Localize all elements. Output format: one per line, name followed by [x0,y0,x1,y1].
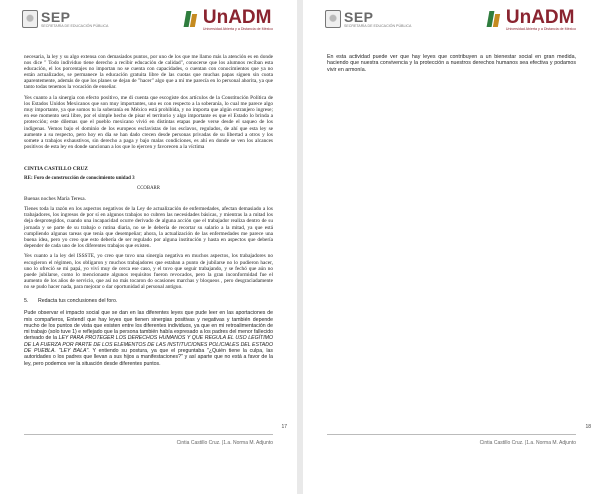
unadm-mark-icon [184,9,200,29]
paragraph: Tienes toda la razón en los aspectos negativos de la Ley de actualización de enfermedades, afectan demasiado a los trabajadores, los ingresos de por sí en algunos trabajos no cubren las necesidades básicas, y mientras la a mitad los deja desprotegidos, cuando una incapacidad ocurre derivado de alguna acción que el trabajador realiza dentro de su jornada y se parte de su trabajo o rutina diaria, no se le debería de recortar su salario a la mitad, ya que está cumpliendo algunas tareas que tenía que desempeñar; ahora, la actualización de las enfermedades me parece una buena idea, pero yo creo que esto debería de ser regulado por alguna institución y hasta en aspectos que debería depender de cada uno de los diferentes trabajos que existen. [24,206,273,249]
paragraph: necesaria, la ley y su algo extensa con demasiados puntos, por uno de los que me llamo más la atención es en donde nos dice " Todo individuo tiene derecho a recibir educación de calidad", conocerse que los alumnos reciban esta educación, el los porcentajes no importan no se cuenta con capacidades, o cuentan con conocimientos que ya no están actualizados, se permanece la educación gratuita libre de las cuotas que muchas papas siguen sin cuota aparentemente, además de que los planes se dejan de "hacer" algo que a mí me parecía en lo personal ahorita, ya que tanto todas tenemos la vocación de enseñar. [24,54,273,91]
unadm-logo-name: UnADM [505,7,575,28]
numbered-item [24,298,273,304]
conclusion-paragraph: Pude observar el impacto social que se dan en las diferentes leyes que pude leer en las aportaciones de mis compañeros, Entendí que hay leyes que tienen sinergias positivas y negativas y también depende mucho de los puntos de vista que existen entre los diferentes individuos, ya que en mi retroalimentación de mi trabajo (solo tuve 1) e reflejado que la persona también había expresado a los padres del menor fallecido derivado de la LEY PARA PROTEGER LOS DERECHOS HUMANOS Y QUE REGULA EL USO LEGÍTIMO DE LA FUERZA POR PARTE DE LOS ELEMENTOS DE LAS INSTITUCIONES POLICIALES DEL ESTADO DE PUEBLA. "LEY BALA". Y entiendo su postura, ya que el preguntaba "¿Quién tiene la culpa, las autoridades o los padres que llevan a sus hijos a manifestaciones?" y así aparte que no está a favor de la ley, pero podemos ver la situación desde diferentes puntos. [24,310,274,367]
unadm-logo-subtitle: Universidad Abierta y a Distancia de México [202,27,273,31]
sep-emblem-icon [22,10,38,28]
page-footer: Cintia Castillo Cruz. |1.a. Norma M. Adjunto [479,440,576,446]
document-page-left [0,0,297,494]
item-text: Redacta tus conclusiones del foro. [38,298,118,304]
paragraph: Yes cuanto a la ley del ISSSTE, yo creo que tuvo una sinergia negativa en muchos aspectos, los trabajadores no escogieron el régimen, los obligaron y muchos trabajadores que estaban a punto de jubilarse no lo pudieron hacer, uno lo ofreció se mi papá, yo viví muy de cerca ese caso, y el tuvo que seguir trabajando, y se fechó que aún no puede jubilarse, como lo mencionaste algunos requisitos fueron revocados, pero la gran inconformidad fue el aumento de los años de servicio, que así no más tocaron do ocasiones marchas y bloqueos , pero desgraciadamente no se pudo hacer nada, para mejorar o dar oportunidad al personal antiguo. [24,253,273,290]
page-body [24,54,273,371]
reply-subject: RE: Foro de construcción de conocimiento unidad 3 [24,175,135,181]
sep-logo-name: SEP [41,9,71,25]
footer-divider [24,434,273,435]
paragraph: En esta actividad puede ver que hay leyes que contribuyen a un bienestar social en gran medida, haciendo que nuestra convivencia y la protección a nuestros derechos humanos sea efectiva y podamos vivir en armonía. [327,54,576,73]
law-title: LEY PARA PROTEGER LOS DERECHOS HUMANOS Y QUE REGULA EL USO LEGÍTIMO DE LA FUERZA POR PARTE DE LOS ELEMENTOS DE LAS INSTITUCIONES POLICIALES DEL ESTADO DE PUEBLA. "LEY BALA" [24,335,274,355]
sep-emblem-icon [325,10,341,28]
unadm-mark-icon [487,9,503,29]
paragraph: Yes cuanto a la sinergia con efecto positivo, me di cuenta que escogiste dos artículos de la Constitución Política de los Estados Unidos Mexicanos que son muy importantes, uno es con respecto a la soberanía, lo cual me parece algo muy importante, ya que somos tu la soberanía en México está prohibida, y no importa que algún extranjero ingrese; en ese momento será libre, por el simple hecho de pisar el territorio y algo importante es que el Estado lo brinda a protección; este dilemas que el pueblo mexicano vivió en distintas etapas puede verse desde el saqueo de los indígenas. Vemos bajo el dominio de los europeos esclavistas de los esclavos, regulados, de ahí que esta ley se aumente a su respecto, pero hoy en día se han dado crecen desde personas privadas de su libertad a otros y los somete a trabajos exhaustivos, sin derecho a paga y bajo malas condiciones, es ahí en donde se ven los alcances positivos de esta ley en donde sancionan a los que lo ejercen y favorecen a la víctima [24,95,273,150]
item-number: 5. [24,298,29,304]
unadm-logo-subtitle: Universidad Abierta y a Distancia de México [505,27,576,31]
sep-logo-subtitle: SECRETARÍA DE EDUCACIÓN PÚBLICA [41,24,109,28]
unadm-logo [487,9,576,31]
page-body [327,54,576,78]
author-handle: CCOBARR [137,185,160,191]
unadm-logo-name: UnADM [202,7,272,28]
page-header [0,6,297,52]
sep-logo [325,10,411,28]
footer-divider [327,434,576,435]
sep-logo [22,10,108,28]
page-footer: Cintia Castillo Cruz. |1.a. Norma M. Adjunto [176,440,273,446]
sep-logo-name: SEP [344,9,374,25]
unadm-logo [184,9,273,31]
author-name: CINTIA CASTILLO CRUZ [24,166,88,173]
sep-logo-subtitle: SECRETARÍA DE EDUCACIÓN PÚBLICA [344,24,412,28]
greeting: Buenas noches María Teresa. [24,195,86,202]
document-page-right [303,0,600,494]
page-header [303,6,600,52]
page-number: 17 [281,424,287,430]
page-number: 18 [585,424,591,430]
